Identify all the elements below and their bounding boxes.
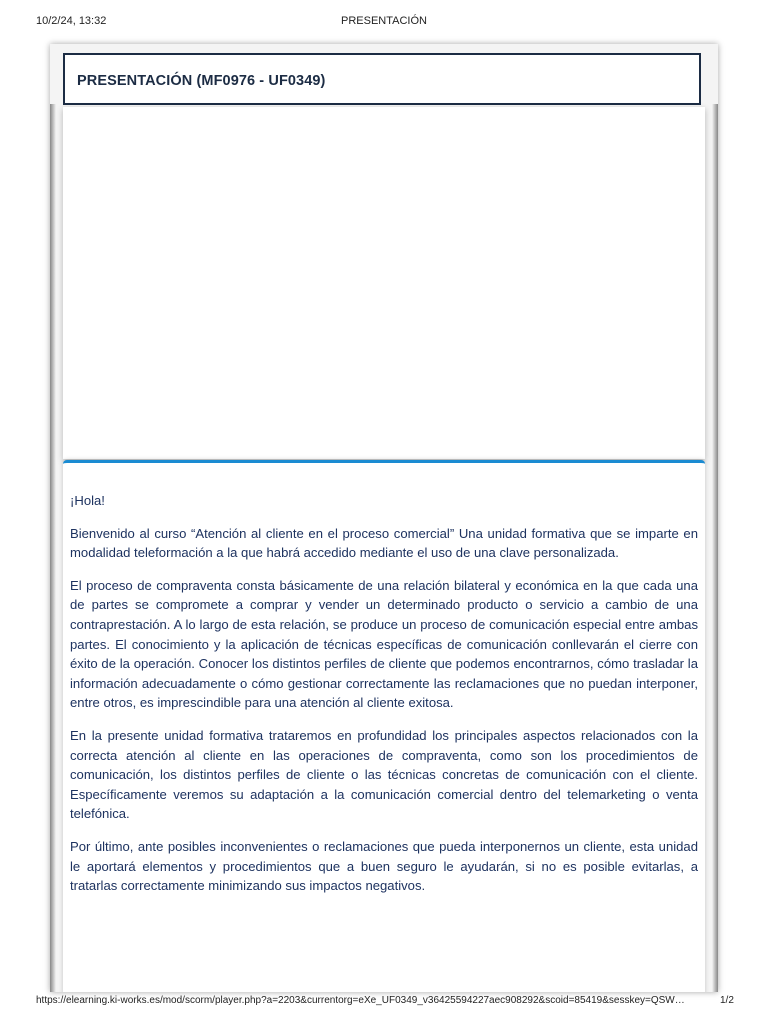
print-url: https://elearning.ki-works.es/mod/scorm/player.php?a=2203&currentorg=eXe_UF0349_v36425594227aec908292&scoid=85419&sesskey=QSW…	[36, 995, 685, 1006]
paragraph-welcome: Bienvenido al curso “Atención al cliente en el proceso comercial” Una unidad formativa que se imparte en modalidad teleformación a la que habrá accedido mediante el uso de una clave personalizada.	[70, 525, 698, 561]
print-datetime: 10/2/24, 13:32	[36, 15, 107, 27]
paragraph-process: El proceso de compraventa consta básicamente de una relación bilateral y económica en la que cada una de partes se compromete a comprar y vender un determinado producto o servicio a cambio de una contraprestación. A lo largo de esta relación, se produce un proceso de comunicación especial entre ambas partes. El conocimiento y la aplicación de técnicas específicas de comunicación conllevarán el cierre con éxito de la operación. Conocer los distintos perfiles de cliente que podemos encontrarnos, cómo trasladar la información adecuadamente o cómo gestionar correctamente las reclamaciones que no puedan interponer, entre otros, es imprescindible para una atención al cliente exitosa.	[70, 577, 698, 711]
media-placeholder	[63, 107, 705, 459]
greeting-text: ¡Hola!	[70, 493, 105, 508]
scorm-page-frame	[50, 44, 718, 992]
print-page-title: PRESENTACIÓN	[341, 15, 427, 27]
print-page-number: 1/2	[720, 995, 734, 1006]
paragraph-conclusion: Por último, ante posibles inconvenientes o reclamaciones que pueda interponernos un cliente, esta unidad le aportará elementos y procedimientos que a buen seguro le ayudarán, si no es posible evitarlas, a tratarlas correctamente minimizando sus impactos negativos.	[70, 838, 698, 894]
lesson-body	[70, 491, 698, 909]
print-footer	[0, 995, 768, 1011]
lesson-content-card	[63, 460, 705, 992]
paragraph-unit-content: En la presente unidad formativa trataremos en profundidad los principales aspectos relacionados con la correcta atención al cliente en las operaciones de compraventa, como son los procedimientos de comunicación, los distintos perfiles de cliente o las técnicas concretas de comunicación con el cliente. Específicamente veremos su adaptación a la comunicación comercial dentro del telemarketing o venta telefónica.	[70, 727, 698, 822]
print-header	[0, 15, 768, 31]
lesson-title-box	[63, 53, 701, 105]
lesson-title: PRESENTACIÓN (MF0976 - UF0349)	[77, 73, 326, 89]
